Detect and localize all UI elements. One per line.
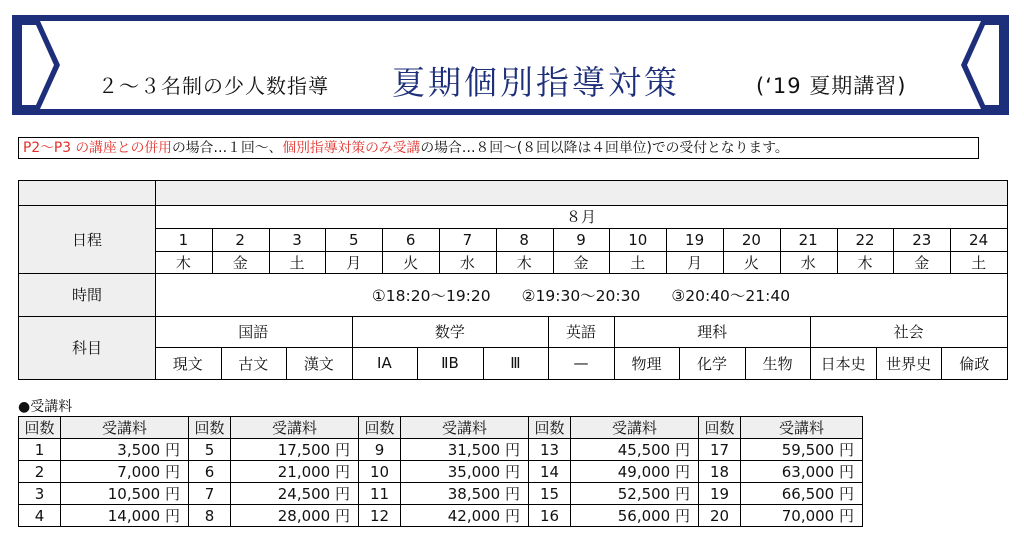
fee-count-cell: 12 xyxy=(359,505,401,527)
table-row xyxy=(19,461,863,483)
fee-count-cell: 4 xyxy=(19,505,61,527)
weekday-cell: 土 xyxy=(289,253,305,272)
time-slots: ①18:20～19:20 ②19:30～20:30 ③20:40～21:40 xyxy=(371,286,791,305)
fee-price-cell: 52,500 円 xyxy=(571,483,699,505)
grid-line xyxy=(155,228,1007,229)
grid-line xyxy=(221,347,222,379)
subject-cell: 物理 xyxy=(631,354,662,373)
fee-header-fee: 受講料 xyxy=(571,417,699,439)
fee-count-cell: 19 xyxy=(699,483,741,505)
grid-line xyxy=(19,316,1007,317)
fee-price-cell: 17,500 円 xyxy=(231,439,359,461)
grid-line xyxy=(745,347,746,379)
day-cell: 9 xyxy=(576,230,586,249)
subject-cell: 日本史 xyxy=(820,354,866,373)
grid-line xyxy=(155,251,1007,252)
table-row xyxy=(19,505,863,527)
fee-table xyxy=(18,416,863,527)
fee-header-count: 回数 xyxy=(359,417,401,439)
subject-group: 数学 xyxy=(434,323,465,341)
weekday-cell: 金 xyxy=(232,253,248,272)
fee-header-row xyxy=(19,417,863,439)
notice-box xyxy=(18,137,979,159)
banner-year: (‘19 夏期講習) xyxy=(756,74,907,98)
weekday-cell: 金 xyxy=(914,253,930,272)
fee-price-cell: 14,000 円 xyxy=(61,505,189,527)
fee-count-cell: 15 xyxy=(529,483,571,505)
fee-price-cell: 59,500 円 xyxy=(741,439,863,461)
subject-cell: 古文 xyxy=(238,354,269,373)
fee-count-cell: 20 xyxy=(699,505,741,527)
subject-cell: 生物 xyxy=(762,354,793,373)
day-cell: 6 xyxy=(405,230,416,249)
banner-subtitle: ２～３名制の少人数指導 xyxy=(98,74,329,98)
fee-price-cell: 38,500 円 xyxy=(401,483,529,505)
grid-line xyxy=(417,347,418,379)
weekday-cell: 木 xyxy=(857,253,873,272)
grid-line xyxy=(483,347,484,379)
day-cell: 23 xyxy=(912,230,932,249)
fee-count-cell: 9 xyxy=(359,439,401,461)
month-label: ８月 xyxy=(565,208,596,226)
fee-header-fee: 受講料 xyxy=(741,417,863,439)
fee-price-cell: 56,000 円 xyxy=(571,505,699,527)
subject-group: 社会 xyxy=(893,323,924,341)
fee-count-cell: 2 xyxy=(19,461,61,483)
fee-price-cell: 7,000 円 xyxy=(61,461,189,483)
weekday-cell: 月 xyxy=(346,253,362,272)
weekday-cell: 土 xyxy=(971,253,987,272)
day-cell: 19 xyxy=(685,230,705,249)
day-cell: 21 xyxy=(798,230,818,249)
day-cell: 2 xyxy=(235,230,245,249)
label-time: 時間 xyxy=(71,286,102,304)
subject-cell: — xyxy=(573,354,589,372)
fee-count-cell: 17 xyxy=(699,439,741,461)
fee-header-fee: 受講料 xyxy=(231,417,359,439)
label-date: 日程 xyxy=(71,230,102,249)
grid-line xyxy=(548,347,549,379)
day-cell: 22 xyxy=(855,230,875,249)
fee-label: ●受講料 xyxy=(18,399,73,415)
label-subject: 科目 xyxy=(71,339,102,357)
fee-price-cell: 42,000 円 xyxy=(401,505,529,527)
fee-header-count: 回数 xyxy=(699,417,741,439)
day-cell: 20 xyxy=(741,230,761,249)
subject-group: 国語 xyxy=(238,323,269,341)
grid-line xyxy=(810,316,811,347)
grid-line xyxy=(810,347,811,379)
fee-count-cell: 10 xyxy=(359,461,401,483)
grid-line xyxy=(155,181,156,379)
weekday-cell: 水 xyxy=(459,253,475,272)
fee-count-cell: 16 xyxy=(529,505,571,527)
title-banner xyxy=(12,15,1009,115)
subject-cell: 化学 xyxy=(697,354,728,373)
grid-line xyxy=(679,347,680,379)
weekday-cell: 土 xyxy=(630,253,646,272)
fee-price-cell: 10,500 円 xyxy=(61,483,189,505)
fee-header-count: 回数 xyxy=(529,417,571,439)
fee-price-cell: 28,000 円 xyxy=(231,505,359,527)
grid-line xyxy=(548,316,549,347)
subject-cell: ⅡB xyxy=(441,354,459,372)
fee-count-cell: 5 xyxy=(189,439,231,461)
fee-header-count: 回数 xyxy=(19,417,61,439)
fee-count-cell: 3 xyxy=(19,483,61,505)
grid-line xyxy=(876,347,877,379)
grid-line xyxy=(19,205,1007,206)
schedule-header-strip xyxy=(19,181,1007,205)
fee-count-cell: 1 xyxy=(19,439,61,461)
fee-price-cell: 35,000 円 xyxy=(401,461,529,483)
subject-group: 英語 xyxy=(565,323,596,341)
day-cell: 5 xyxy=(349,230,359,249)
grid-line xyxy=(19,273,1007,274)
banner-title: 夏期個別指導対策 xyxy=(392,63,680,102)
fee-price-cell: 49,000 円 xyxy=(571,461,699,483)
notice-text-2: の場合…８回～(８回以降は４回単位)での受付となります。 xyxy=(420,140,789,156)
fee-count-cell: 8 xyxy=(189,505,231,527)
fee-count-cell: 11 xyxy=(359,483,401,505)
weekday-cell: 月 xyxy=(687,253,703,272)
subject-cell: 世界史 xyxy=(886,354,932,373)
notice-text-1: の場合…１回～、 xyxy=(171,140,283,156)
day-cell: 7 xyxy=(462,230,473,249)
fee-count-cell: 14 xyxy=(529,461,571,483)
fee-price-cell: 63,000 円 xyxy=(741,461,863,483)
grid-line xyxy=(286,347,287,379)
subject-cell: ⅠA xyxy=(377,354,392,372)
weekday-cell: 火 xyxy=(403,253,419,272)
notice-red-2: 個別指導対策のみ受講 xyxy=(282,140,421,156)
fee-price-cell: 31,500 円 xyxy=(401,439,529,461)
fee-price-cell: 3,500 円 xyxy=(61,439,189,461)
subject-group: 理科 xyxy=(697,323,728,341)
day-cell: 24 xyxy=(969,230,989,249)
notice-red-1: P2～P3 の講座との併用 xyxy=(23,140,172,156)
grid-line xyxy=(352,316,353,347)
schedule-table xyxy=(18,180,1008,380)
day-cell: 10 xyxy=(628,230,648,249)
fee-count-cell: 6 xyxy=(189,461,231,483)
fee-price-cell: 24,500 円 xyxy=(231,483,359,505)
subject-cell: 倫政 xyxy=(959,354,990,373)
table-row xyxy=(19,483,863,505)
weekday-cell: 火 xyxy=(743,253,759,272)
subject-cell: 漢文 xyxy=(303,354,334,373)
day-cell: 3 xyxy=(292,230,302,249)
fee-price-cell: 70,000 円 xyxy=(741,505,863,527)
subject-cell: 現文 xyxy=(172,354,203,373)
subject-cell: Ⅲ xyxy=(510,354,521,372)
weekday-cell: 木 xyxy=(516,253,532,272)
weekday-cell: 水 xyxy=(800,253,816,272)
fee-count-cell: 18 xyxy=(699,461,741,483)
grid-line xyxy=(155,347,1007,348)
grid-line xyxy=(352,347,353,379)
table-row xyxy=(19,439,863,461)
grid-line xyxy=(614,316,615,347)
day-cell: 8 xyxy=(519,230,529,249)
fee-price-cell: 45,500 円 xyxy=(571,439,699,461)
fee-header-count: 回数 xyxy=(189,417,231,439)
fee-price-cell: 21,000 円 xyxy=(231,461,359,483)
fee-count-cell: 13 xyxy=(529,439,571,461)
weekday-cell: 木 xyxy=(175,253,191,272)
fee-price-cell: 66,500 円 xyxy=(741,483,863,505)
grid-line xyxy=(941,347,942,379)
grid-line xyxy=(614,347,615,379)
fee-header-fee: 受講料 xyxy=(61,417,189,439)
weekday-cell: 金 xyxy=(573,253,589,272)
fee-header-fee: 受講料 xyxy=(401,417,529,439)
fee-count-cell: 7 xyxy=(189,483,231,505)
day-cell: 1 xyxy=(178,230,189,249)
